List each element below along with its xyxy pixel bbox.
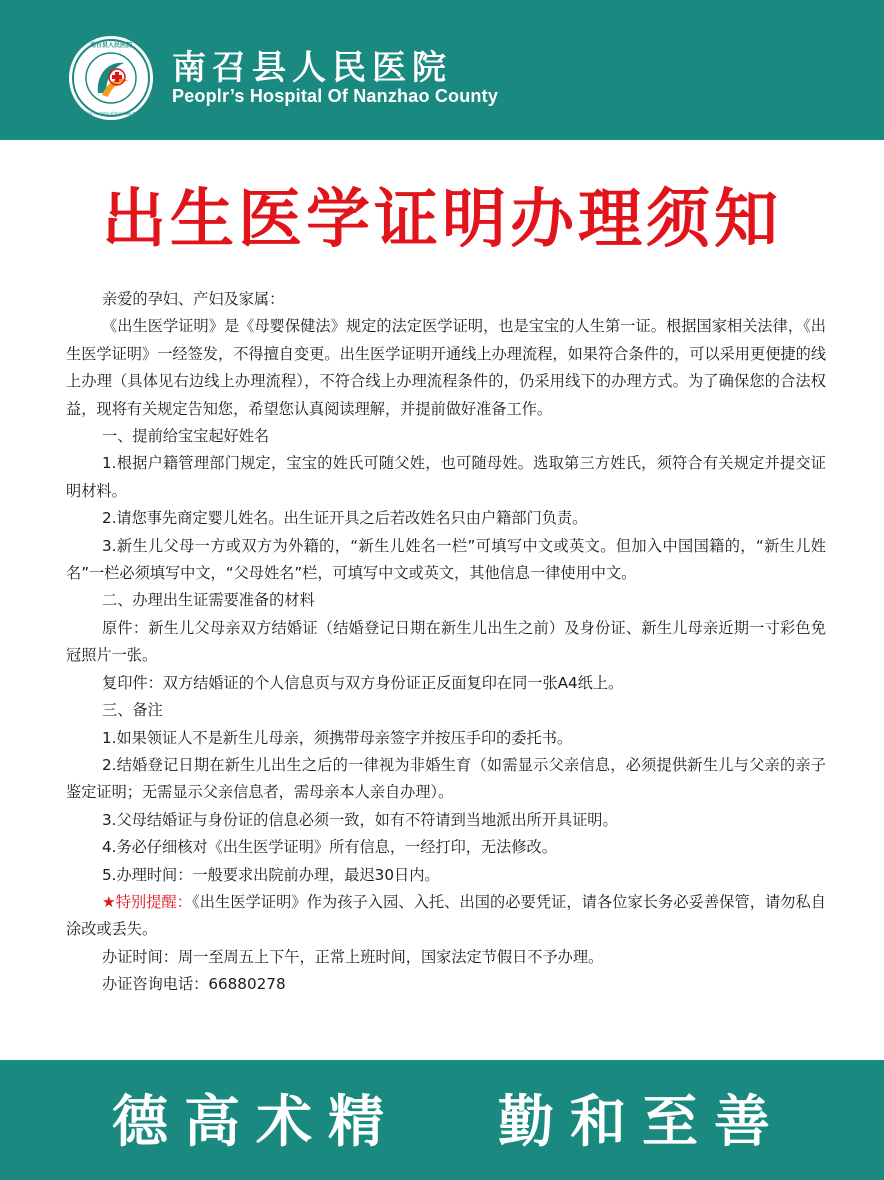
header-band bbox=[0, 0, 884, 140]
slogan-right: 勤和至善 bbox=[498, 1089, 786, 1155]
section-2-title: 二、办理出生证需要准备的材料 bbox=[102, 591, 315, 610]
slogan-left: 德高术精 bbox=[112, 1089, 400, 1155]
consult-phone: 办证咨询电话：66880278 bbox=[102, 975, 286, 994]
section-1-item-2: 2.请您事先商定婴儿姓名。出生证开具之后若改姓名只由户籍部门负责。 bbox=[102, 509, 588, 528]
hospital-logo-icon bbox=[68, 35, 154, 121]
svg-text:南召县人民医院: 南召县人民医院 bbox=[89, 42, 133, 49]
section-3-item-2: 2.结婚登记日期在新生儿出生之后的一律视为非婚生育（如需显示父亲信息，必须提供新生儿与父亲的亲子鉴定证明；无需显示父亲信息者，需母亲本人亲自办理）。 bbox=[66, 755, 826, 802]
section-2-original: 原件：新生儿父母亲双方结婚证（结婚登记日期在新生儿出生之前）及身份证、新生儿母亲近期一寸彩色免冠照片一张。 bbox=[66, 618, 826, 665]
section-3-item-4: 4.务必仔细核对《出生医学证明》所有信息，一经打印，无法修改。 bbox=[102, 838, 557, 857]
page-title: 出生医学证明办理须知 bbox=[102, 183, 782, 257]
section-2-copy: 复印件：双方结婚证的个人信息页与双方身份证正反面复印在同一张A4纸上。 bbox=[102, 673, 624, 692]
hospital-name-en: Peoplr’s Hospital Of Nanzhao County bbox=[172, 86, 499, 106]
section-3-item-1: 1.如果领证人不是新生儿母亲，须携带母亲签字并按压手印的委托书。 bbox=[102, 728, 573, 747]
footer-band bbox=[0, 1060, 884, 1180]
intro-paragraph: 《出生医学证明》是《母婴保健法》规定的法定医学证明，也是宝宝的人生第一证。根据国家相关法律，《出生医学证明》一经签发，不得擅自变更。出生医学证明开通线上办理流程，如果符合条件的，可以采用更便捷的线上办理（具体见右边线上办理流程），不符合线上办理流程条件的，仍采用线下的办理方式。为了确保您的合法权益，现将有关规定告知您，希望您认真阅读理解，并提前做好准备工作。 bbox=[66, 317, 826, 418]
section-1-item-3: 3.新生儿父母一方或双方为外籍的，“新生儿姓名一栏”可填写中文或英文。但加入中国国籍的，“新生儿姓名”一栏必须填写中文，“父母姓名”栏，可填写中文或英文，其他信息一律使用中文。 bbox=[66, 536, 826, 583]
svg-text:People's Hospital of Nanzhao C: People's Hospital of Nanzhao County bbox=[76, 111, 146, 116]
special-reminder-label: ★特别提醒： bbox=[102, 892, 193, 911]
section-3-item-3: 3.父母结婚证与身份证的信息必须一致，如有不符请到当地派出所开具证明。 bbox=[102, 810, 618, 829]
special-reminder bbox=[66, 889, 826, 944]
notice-body bbox=[66, 286, 826, 999]
section-3-item-5: 5.办理时间：一般要求出院前办理，最迟30日内。 bbox=[102, 865, 440, 884]
special-reminder-text: 《出生医学证明》作为孩子入园、入托、出国的必要凭证，请各位家长务必妥善保管，请勿私自涂改或丢失。 bbox=[66, 892, 826, 939]
section-1-title: 一、提前给宝宝起好姓名 bbox=[102, 427, 270, 446]
section-3-title: 三、备注 bbox=[102, 701, 163, 720]
hospital-name-cn: 南召县人民医院 bbox=[172, 48, 452, 88]
section-1-item-1: 1.根据户籍管理部门规定，宝宝的姓氏可随父姓，也可随母姓。选取第三方姓氏，须符合有关规定并提交证明材料。 bbox=[66, 454, 826, 500]
greeting: 亲爱的孕妇、产妇及家属： bbox=[102, 290, 285, 308]
office-hours: 办证时间：周一至周五上下午，正常上班时间，国家法定节假日不予办理。 bbox=[102, 947, 604, 966]
